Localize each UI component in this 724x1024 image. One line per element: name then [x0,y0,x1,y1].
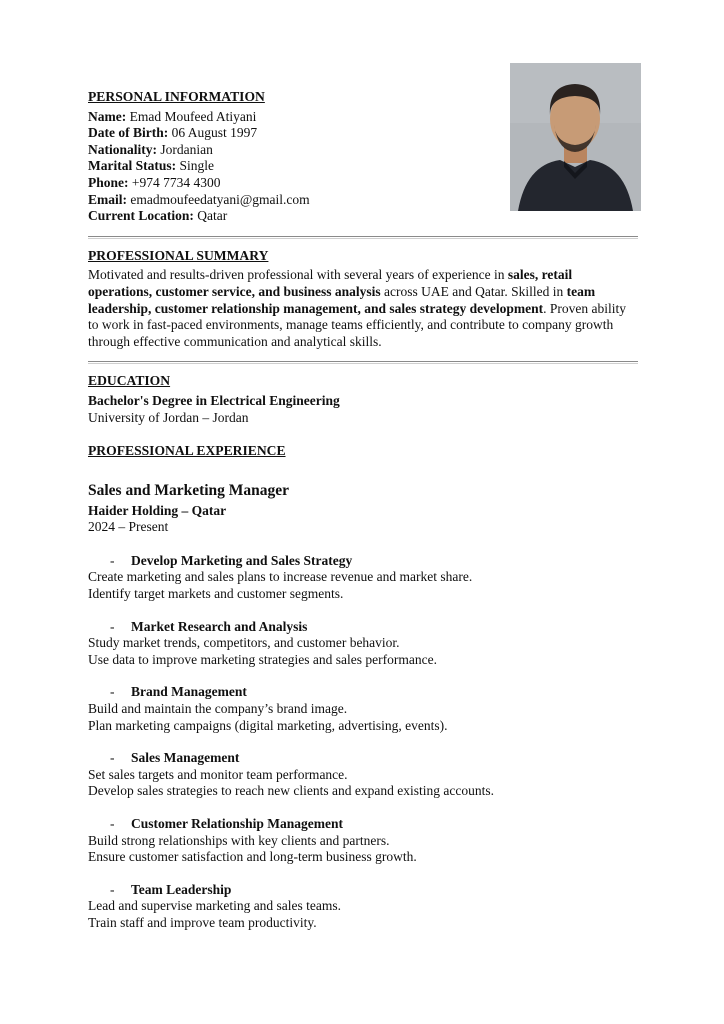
summary-bold-run: team leadership, customer relationship management, and sales strategy development [88,283,596,316]
duty-description: Ensure customer satisfaction and long-term business growth. [88,849,417,865]
duty-heading-line [88,816,638,833]
company-name: Haider Holding – Qatar [88,502,227,518]
duty-description: Train staff and improve team productivity. [88,914,317,930]
duty-group [88,882,638,932]
field-label: Marital Status: [88,158,177,174]
bullet-dash: - [110,618,115,634]
summary-text-run: . Proven ability to work in fast-paced environments, manage teams efficiently, and contribute to company growth through effective communication and analytical skills. [88,300,626,349]
duty-heading-line [88,882,638,899]
field-value: Emad Moufeed Atiyani [129,108,257,124]
duties-list [88,553,638,932]
section-divider [88,236,638,239]
duty-title: Customer Relationship Management [131,816,343,831]
education-degree: Bachelor's Degree in Electrical Engineering [88,392,340,408]
section-divider [88,361,638,364]
field-label: Email: [88,191,127,207]
summary-section [88,248,638,351]
field-label: Date of Birth: [88,125,169,141]
field-value: Jordanian [160,141,213,157]
field-value: 06 August 1997 [171,125,258,141]
duty-group [88,553,638,603]
duty-description: Develop sales strategies to reach new clients and expand existing accounts. [88,783,494,799]
resume-content [88,89,638,932]
field-label: Phone: [88,174,129,190]
personal-info-field [88,125,638,142]
duty-description: Use data to improve marketing strategies and sales performance. [88,651,437,667]
duty-description: Build strong relationships with key clients and partners. [88,832,390,848]
duty-description: Build and maintain the company’s brand image. [88,701,348,717]
personal-info-heading: PERSONAL INFORMATION [88,89,265,104]
field-value: +974 7734 4300 [131,174,221,190]
job-title: Sales and Marketing Manager [88,481,290,499]
field-label: Current Location: [88,208,194,224]
personal-info-field [88,192,638,209]
duty-description: Plan marketing campaigns (digital marketing, advertising, events). [88,717,448,733]
bullet-dash: - [110,684,115,700]
bullet-dash: - [110,552,115,568]
field-label: Name: [88,108,127,124]
personal-info-section [88,89,638,225]
field-value: Qatar [197,208,228,224]
duty-group [88,684,638,734]
duty-title: Sales Management [131,750,240,766]
bullet-dash: - [110,750,115,766]
personal-info-field [88,158,638,175]
duty-heading-line [88,750,638,767]
education-section [88,373,638,426]
duty-group [88,750,638,800]
field-value: emadmoufeedatyani@gmail.com [130,191,310,207]
duty-title: Develop Marketing and Sales Strategy [131,552,353,568]
duty-description: Create marketing and sales plans to increase revenue and market share. [88,569,473,585]
field-label: Nationality: [88,141,157,157]
duty-description: Set sales targets and monitor team performance. [88,766,348,782]
duty-title: Market Research and Analysis [131,618,308,634]
summary-paragraph [88,267,638,350]
bullet-dash: - [110,881,115,897]
field-value: Single [179,158,215,174]
duty-heading-line [88,619,638,636]
duty-heading-line [88,684,638,701]
education-heading: EDUCATION [88,373,171,389]
personal-info-field [88,109,638,126]
bullet-dash: - [110,816,115,831]
duty-description: Identify target markets and customer segments. [88,586,344,602]
duty-group [88,619,638,669]
experience-heading: PROFESSIONAL EXPERIENCE [88,443,286,459]
employment-period: 2024 – Present [88,519,169,535]
personal-info-field [88,142,638,159]
summary-bold-run: sales, retail operations, customer service, and business analysis [88,267,573,299]
duty-title: Team Leadership [131,881,232,897]
experience-section [88,443,638,931]
education-school: University of Jordan – Jordan [88,409,249,425]
personal-info-fields [88,109,638,225]
personal-info-field [88,175,638,192]
duty-description: Study market trends, competitors, and customer behavior. [88,635,400,651]
summary-heading: PROFESSIONAL SUMMARY [88,247,269,263]
personal-info-field [88,208,638,225]
duty-group [88,816,638,866]
summary-text-run: across UAE and Qatar. Skilled in [380,283,567,299]
duty-heading-line [88,553,638,570]
summary-text-run: Motivated and results-driven professional with several years of experience in [88,267,508,283]
duty-description: Lead and supervise marketing and sales teams. [88,898,342,914]
duty-title: Brand Management [131,684,247,700]
